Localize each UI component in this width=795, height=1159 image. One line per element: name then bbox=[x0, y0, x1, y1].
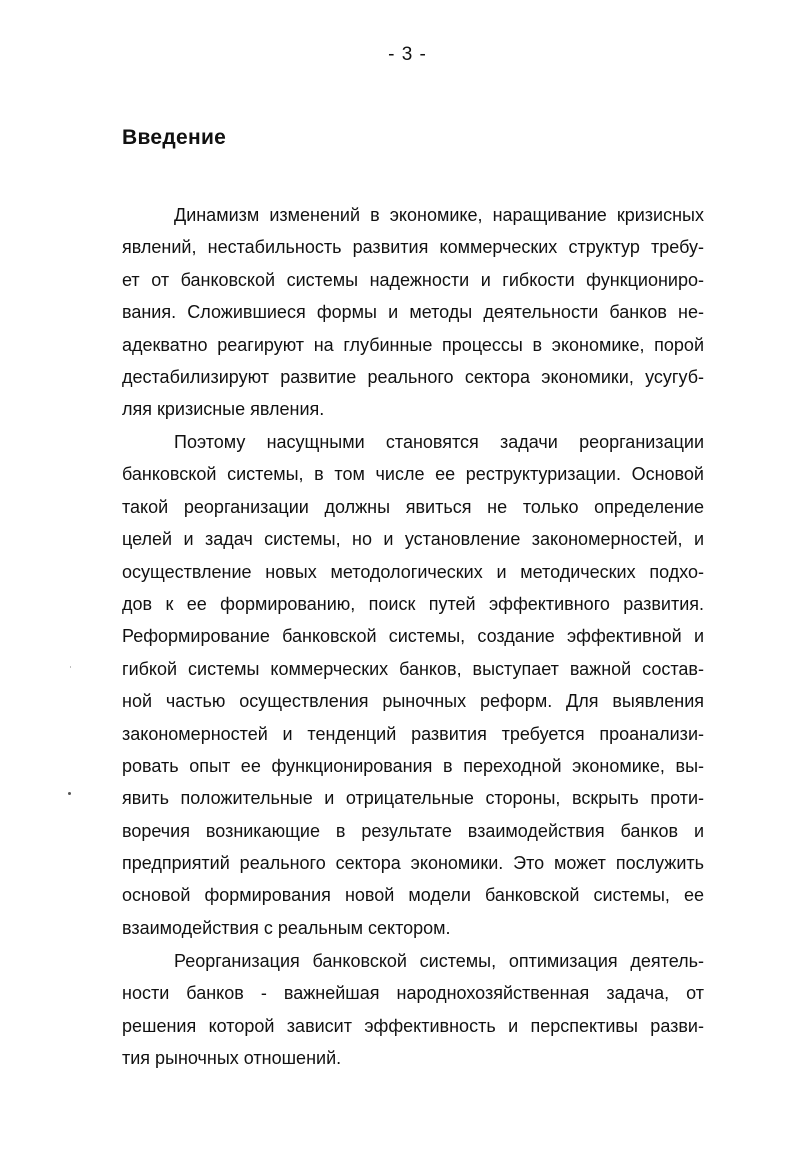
text-line: ровать опыт ее функционирования в переходной экономике, вы- bbox=[122, 755, 704, 776]
paragraph-2 bbox=[122, 426, 704, 944]
text-line: явить положительные и отрицательные стороны, вскрыть проти- bbox=[122, 788, 704, 809]
text-line: целей и задач системы, но и установление закономерностей, и bbox=[122, 529, 704, 550]
text-line: явлений, нестабильность развития коммерческих структур требу- bbox=[122, 237, 704, 258]
text-line: основой формирования новой модели банковской системы, ее bbox=[122, 885, 704, 906]
text-line: такой реорганизации должны явиться не только определение bbox=[122, 496, 704, 517]
text-line: тия рыночных отношений. bbox=[122, 1048, 342, 1069]
text-line: адекватно реагируют на глубинные процессы в экономике, порой bbox=[122, 334, 704, 355]
text-line: дестабилизируют развитие реального сектора экономики, усугуб- bbox=[122, 366, 704, 387]
text-line: ности банков - важнейшая народнохозяйственная задача, от bbox=[122, 983, 704, 1004]
text-line: банковской системы, в том числе ее реструктуризации. Основой bbox=[122, 464, 704, 485]
text-line: Динамизм изменений в экономике, наращивание кризисных bbox=[174, 205, 704, 225]
text-line: взаимодействия с реальным сектором. bbox=[122, 917, 451, 938]
text-line: Реорганизация банковской системы, оптимизация деятель- bbox=[174, 951, 704, 971]
scan-speck bbox=[68, 792, 71, 795]
text-line: предприятий реального сектора экономики. Это может послужить bbox=[122, 853, 704, 874]
text-line: осуществление новых методологических и методических подхо- bbox=[122, 561, 704, 582]
scan-speck bbox=[70, 666, 71, 668]
page-number: - 3 - bbox=[388, 44, 427, 65]
text-line: гибкой системы коммерческих банков, выступает важной состав- bbox=[122, 658, 704, 679]
text-line: ной частью осуществления рыночных реформ. Для выявления bbox=[122, 691, 704, 712]
text-line: Поэтому насущными становятся задачи реорганизации bbox=[174, 432, 704, 452]
text-line: Реформирование банковской системы, создание эффективной и bbox=[122, 626, 704, 647]
paragraph-1 bbox=[122, 199, 704, 426]
text-line: воречия возникающие в результате взаимодействия банков и bbox=[122, 820, 704, 841]
text-line: закономерностей и тенденций развития требуется проанализи- bbox=[122, 723, 704, 744]
text-line: ляя кризисные явления. bbox=[122, 399, 325, 420]
text-line: ет от банковской системы надежности и гибкости функциониро- bbox=[122, 269, 704, 290]
section-heading: Введение bbox=[122, 126, 227, 149]
text-line: дов к ее формированию, поиск путей эффективного развития. bbox=[122, 593, 704, 614]
paragraph-3 bbox=[122, 945, 704, 1075]
text-line: вания. Сложившиеся формы и методы деятельности банков не- bbox=[122, 302, 704, 323]
text-line: решения которой зависит эффективность и перспективы разви- bbox=[122, 1015, 704, 1036]
